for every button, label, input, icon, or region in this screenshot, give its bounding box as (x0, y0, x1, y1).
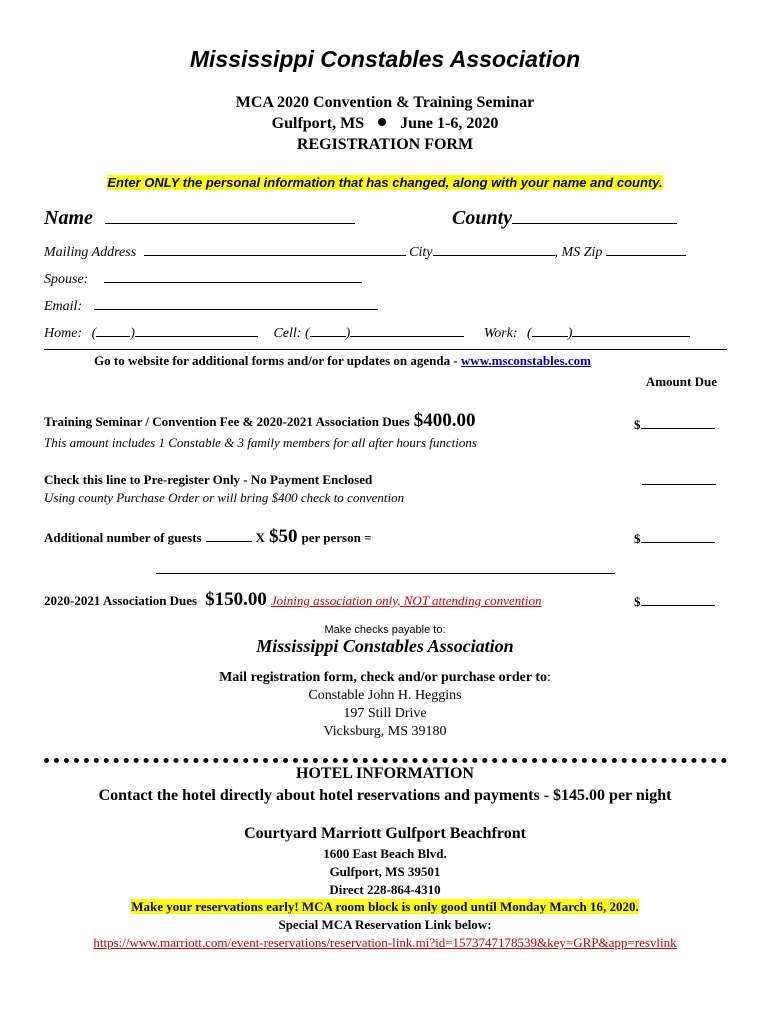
hotel-phone: Direct 228-864-4310 (329, 882, 441, 897)
guests-label: Additional number of guests (44, 530, 202, 545)
dues-amount[interactable] (634, 593, 715, 610)
training-amount-field[interactable] (641, 416, 715, 429)
cell-phone-field[interactable] (350, 324, 464, 337)
name-field[interactable] (105, 211, 355, 224)
hotel-heading: HOTEL INFORMATION (296, 765, 474, 782)
dues-note: Joining association only, NOT attending convention (270, 593, 542, 608)
county-field[interactable] (512, 211, 677, 224)
separator-line (156, 573, 615, 574)
name-label: Name (44, 207, 93, 229)
home-paren-open: ( (91, 326, 97, 341)
notice-banner (0, 175, 770, 191)
email-row (44, 297, 378, 315)
mail-address-line3: Vicksburg, MS 39180 (323, 724, 447, 739)
work-colon: : (512, 326, 518, 341)
training-fee-note: This amount includes 1 Constable & 3 family members for all after hours functions (44, 435, 477, 450)
divider (44, 349, 727, 350)
bullet-icon (378, 118, 386, 126)
work-paren-close: ) (567, 326, 573, 341)
cell-label: Cell (273, 326, 297, 341)
home-paren-close: ) (130, 326, 135, 341)
hotel-warning: Make your reservations early! MCA room block is only good until Monday March 16, 2020. (131, 899, 639, 914)
payable-org: Mississippi Constables Association (256, 636, 514, 656)
county-row (452, 207, 677, 230)
training-dollar: $ (634, 417, 641, 432)
city-field[interactable] (433, 243, 555, 256)
home-label: Home (44, 326, 78, 341)
cell-paren-open: ( (304, 326, 310, 341)
training-fee-price: $400.00 (413, 410, 476, 431)
spouse-row (44, 270, 362, 288)
spouse-colon: : (83, 272, 89, 287)
dues-price: $150.00 (205, 589, 267, 610)
work-paren-open: ( (527, 326, 532, 341)
cell-colon: : (296, 326, 302, 341)
dues-dollar: $ (634, 594, 641, 609)
phone-row (44, 324, 734, 342)
hotel-link-row (0, 935, 770, 951)
zip-label: Zip (583, 245, 603, 260)
training-fee-row (44, 410, 475, 432)
event-location: Gulfport, MS (271, 115, 365, 132)
email-label: Email (44, 299, 78, 314)
preregister-check-line[interactable] (642, 472, 716, 490)
name-row (44, 207, 355, 230)
website-text: Go to website for additional forms and/or for updates on agenda - (94, 353, 458, 368)
guests-suffix: per person = (301, 530, 372, 545)
dues-label: 2020-2021 Association Dues (44, 593, 198, 608)
website-row (94, 353, 591, 369)
preregister-field[interactable] (642, 472, 716, 485)
zip-field[interactable] (606, 243, 686, 256)
hotel-reservation-link[interactable]: https://www.marriott.com/event-reservations/reservation-link.mi?id=1573747178539&key=GRP&app=resvlink (93, 935, 677, 950)
state-label: , MS (554, 245, 581, 260)
preregister-label: Check this line to Pre-register Only - No Payment Enclosed (44, 472, 373, 487)
home-phone-field[interactable] (135, 324, 258, 337)
county-label: County (452, 207, 513, 229)
mailing-label: Mailing Address (44, 245, 137, 260)
preregister-note: Using county Purchase Order or will bring $400 check to convention (44, 490, 405, 505)
guests-dollar: $ (634, 531, 641, 546)
mail-to-colon: : (547, 670, 551, 685)
form-subtitle: REGISTRATION FORM (296, 136, 474, 153)
website-link[interactable]: www.msconstables.com (460, 353, 591, 368)
guests-row (44, 526, 372, 548)
city-label: City (409, 245, 433, 260)
work-label: Work (483, 326, 513, 341)
event-location-date (0, 115, 770, 133)
amount-due-header: Amount Due (645, 374, 717, 389)
event-title: MCA 2020 Convention & Training Seminar (235, 94, 535, 111)
mailing-field[interactable] (144, 243, 406, 256)
spouse-label: Spouse (44, 272, 84, 287)
mail-to-label (0, 670, 770, 686)
mail-to-text: Mail registration form, check and/or purchase order to (219, 670, 548, 685)
notice-text: Enter ONLY the personal information that has changed, along with your name and county. (107, 175, 663, 190)
hotel-link-label: Special MCA Reservation Link below: (278, 917, 492, 932)
cell-area-code-field[interactable] (310, 324, 346, 337)
payable-to-label: Make checks payable to: (324, 624, 446, 636)
mail-address-line2: 197 Still Drive (343, 706, 427, 721)
work-area-code-field[interactable] (532, 324, 568, 337)
guests-count-field[interactable] (206, 529, 252, 542)
guests-amount[interactable] (634, 530, 715, 547)
home-colon: : (77, 326, 83, 341)
cell-paren-close: ) (345, 326, 351, 341)
training-amount[interactable] (634, 416, 715, 433)
hotel-warning-banner (0, 899, 770, 915)
training-fee-label: Training Seminar / Convention Fee & 2020-2021 Association Dues (44, 414, 410, 429)
hotel-contact: Contact the hotel directly about hotel reservations and payments - $145.00 per night (98, 787, 672, 804)
work-phone-field[interactable] (572, 324, 690, 337)
email-field[interactable] (94, 297, 378, 310)
guests-price: $50 (268, 526, 298, 547)
hotel-address2: Gulfport, MS 39501 (329, 864, 441, 879)
dues-row (44, 589, 541, 611)
mail-address-line1: Constable John H. Heggins (308, 688, 462, 703)
mailing-row (44, 243, 686, 261)
hotel-address1: 1600 East Beach Blvd. (323, 846, 447, 861)
guests-amount-field[interactable] (641, 530, 715, 543)
event-date: June 1-6, 2020 (400, 115, 499, 132)
dotted-divider (44, 758, 727, 763)
email-colon: : (77, 299, 83, 314)
spouse-field[interactable] (104, 270, 362, 283)
hotel-name: Courtyard Marriott Gulfport Beachfront (244, 825, 526, 842)
dues-amount-field[interactable] (641, 593, 715, 606)
home-area-code-field[interactable] (96, 324, 130, 337)
guests-x: X (255, 530, 265, 545)
form-title: Mississippi Constables Association (189, 46, 581, 72)
